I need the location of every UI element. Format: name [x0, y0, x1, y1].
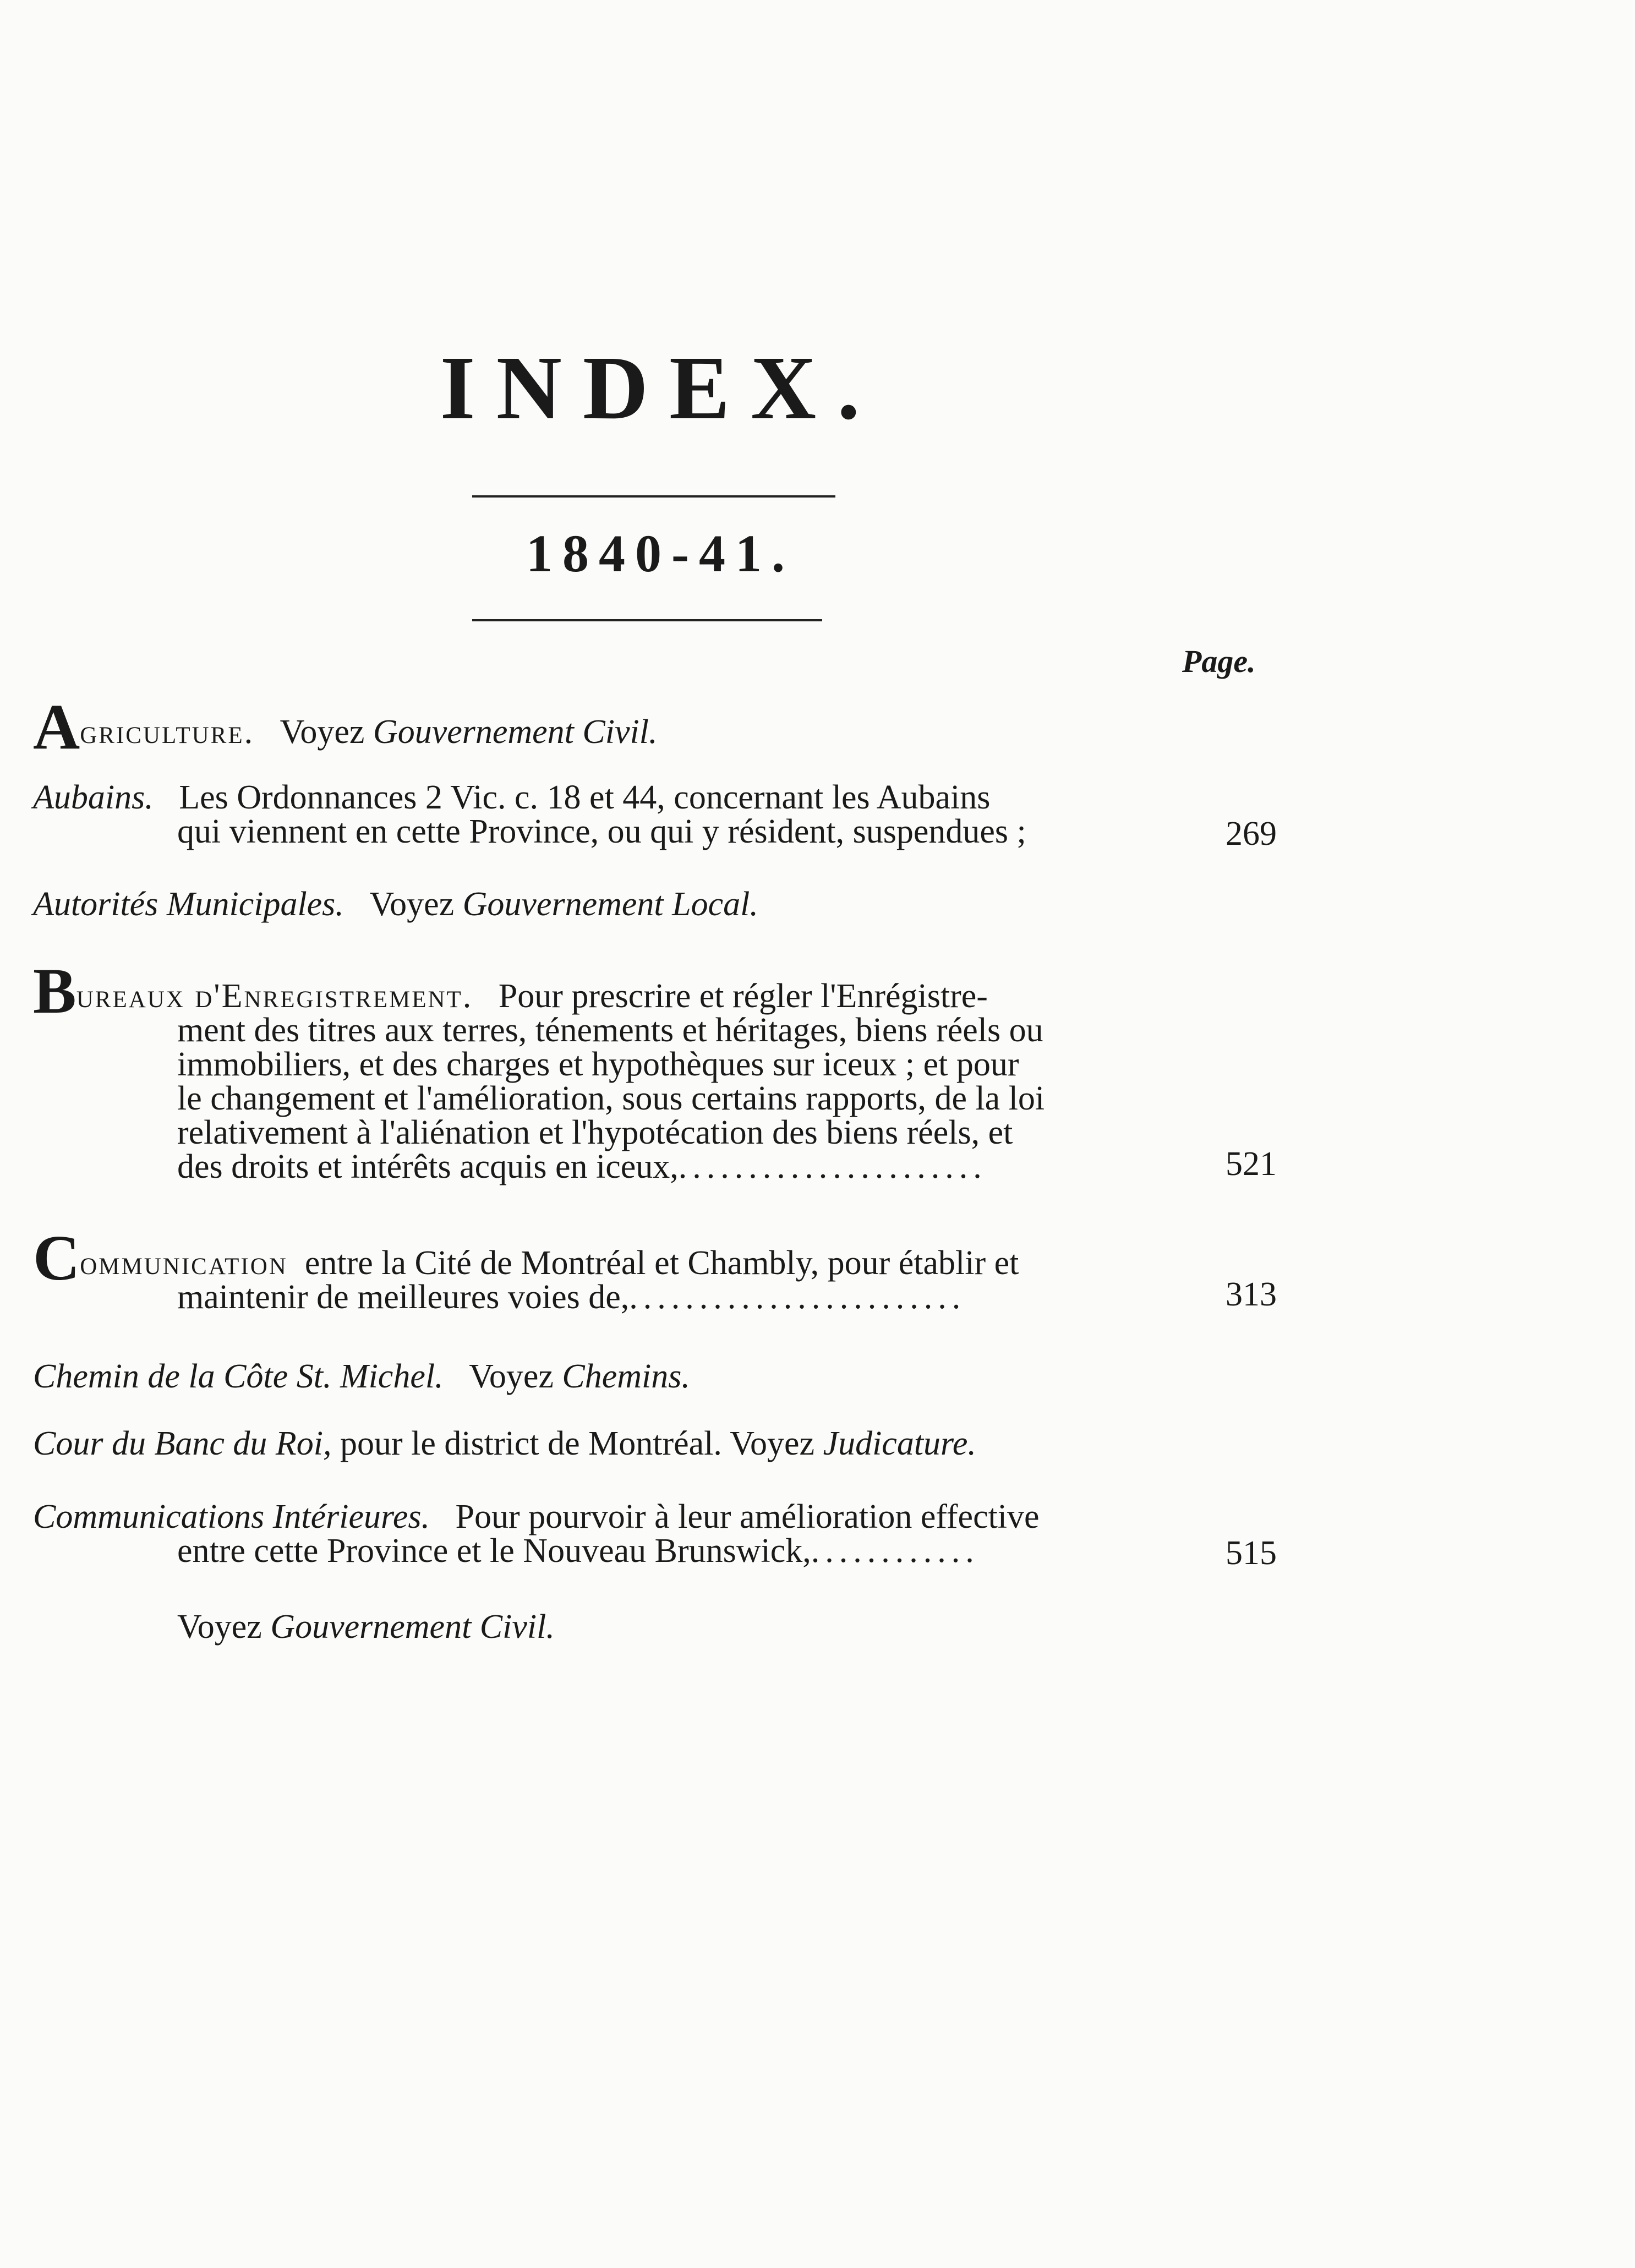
- index-entry-voyez-final: [33, 1610, 1112, 1644]
- dropcap-letter: B: [33, 955, 76, 1027]
- divider-rule-top: [472, 495, 835, 498]
- index-entry-cour-banc-roi: [33, 1427, 1112, 1461]
- entry-text-line-6: des droits et intérêts acquis en iceux,: [177, 1148, 679, 1185]
- entry-heading: Chemin de la Côte St. Michel.: [33, 1358, 444, 1395]
- page-number-communications-interieures: 515: [1226, 1534, 1277, 1572]
- entry-heading: Aubains.: [33, 779, 154, 816]
- entry-cross-reference: Judicature.: [823, 1425, 976, 1462]
- entry-text-line-5: relativement à l'aliénation et l'hypotécation des biens réels, et: [177, 1114, 1013, 1151]
- entry-heading: ommunication: [80, 1244, 288, 1282]
- entry-text-line-2: entre cette Province et le Nouveau Brunswick,: [177, 1532, 811, 1570]
- index-entry-agriculture: [33, 691, 1112, 763]
- entry-heading: Autorités Municipales.: [33, 886, 344, 923]
- entry-text: Voyez: [280, 713, 365, 751]
- entry-text-line-2: qui viennent en cette Province, ou qui y résident, suspendues ;: [177, 813, 1026, 850]
- index-entry-communication: [33, 1222, 1112, 1316]
- dropcap-letter: C: [33, 1222, 80, 1294]
- entry-heading: ureaux d'Enregistrement.: [76, 977, 473, 1015]
- entry-text: Voyez: [177, 1608, 262, 1646]
- entry-heading: griculture.: [80, 713, 255, 751]
- entry-text-line-1: Pour prescrire et régler l'Enrégistre-: [498, 977, 988, 1015]
- dropcap-letter: A: [33, 691, 80, 763]
- page-title: INDEX.: [440, 337, 881, 438]
- entry-text-line-2: ment des titres aux terres, ténements et héritages, biens réels ou: [177, 1012, 1043, 1049]
- page-number-aubains: 269: [1226, 815, 1277, 852]
- year-range: 1840-41.: [526, 524, 795, 583]
- entry-heading: Cour du Banc du Roi,: [33, 1425, 332, 1462]
- entry-text-line-4: le changement et l'amélioration, sous certains rapports, de la loi: [177, 1080, 1045, 1117]
- index-entry-chemin-cote-st-michel: [33, 1359, 1112, 1393]
- index-entry-bureaux-enregistrement: [33, 955, 1112, 1185]
- page-column-label: Page.: [1182, 643, 1256, 679]
- entry-cross-reference: Gouvernement Civil.: [373, 713, 658, 751]
- entry-heading: Communications Intérieures.: [33, 1498, 430, 1535]
- entry-cross-reference: Chemins.: [562, 1358, 690, 1395]
- dot-leader: ........................: [629, 1278, 966, 1316]
- index-entry-autorites-municipales: [33, 887, 1112, 921]
- entry-text-line-1: Les Ordonnances 2 Vic. c. 18 et 44, concernant les Aubains: [179, 779, 991, 816]
- page-number-bureaux: 521: [1226, 1145, 1277, 1183]
- entry-text: pour le district de Montréal. Voyez: [340, 1425, 815, 1462]
- entry-cross-reference: Gouvernement Civil.: [270, 1608, 555, 1646]
- entry-cross-reference: Gouvernement Local.: [462, 886, 758, 923]
- index-entry-communications-interieures: [33, 1500, 1112, 1568]
- divider-rule-bottom: [472, 619, 822, 621]
- entry-text-line-1: entre la Cité de Montréal et Chambly, pour établir et: [304, 1244, 1019, 1282]
- page-number-communication: 313: [1226, 1276, 1277, 1313]
- entry-text-line-3: immobiliers, et des charges et hypothèques sur iceux ; et pour: [177, 1046, 1019, 1083]
- entry-text-line-2: maintenir de meilleures voies de,: [177, 1278, 630, 1316]
- entry-text: Voyez: [469, 1358, 554, 1395]
- dot-leader: ......................: [678, 1148, 987, 1185]
- entry-text-line-1: Pour pourvoir à leur amélioration effective: [455, 1498, 1040, 1535]
- index-entry-aubains: [33, 780, 1112, 849]
- entry-text: Voyez: [369, 886, 455, 923]
- dot-leader: ............: [811, 1532, 980, 1570]
